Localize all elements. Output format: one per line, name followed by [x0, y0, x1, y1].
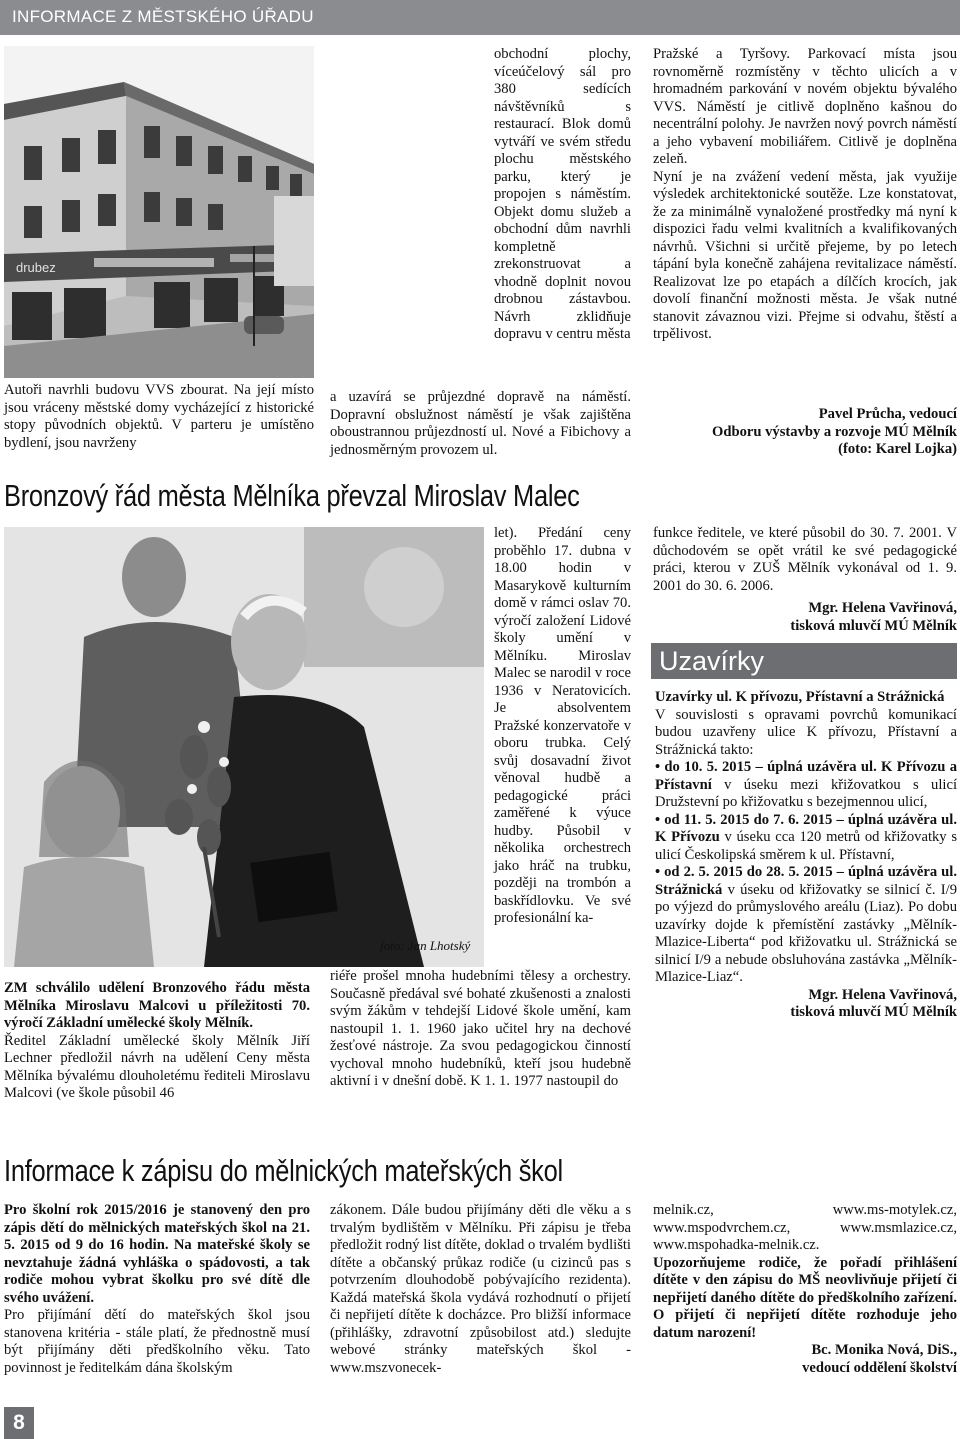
article2-title: Bronzový řád města Mělníka převzal Miroslav Malec [4, 478, 580, 513]
article3-notice: Upozorňujeme rodiče, že pořadí přihlášení dítěte v den zápisu do MŠ neovlivňuje přijetí či nepřijetí daného dítěte do předškolního zařízení. O přijetí či nepřijetí dítěte rozhoduje jeho datum narození! [653, 1254, 957, 1341]
article2-column3: funkce ředitele, ve které působil do 30. 7. 2001. V důchodovém se opět vrátil ke své pedagogické práci, kterou v ZUŠ Mělník vykonával od 1. 9. 2001 do 30. 6. 2006. [653, 525, 957, 594]
article3-column1 [4, 1202, 310, 1377]
closure-item-period: • do 10. 5. 2015 – úplná uzávěra ul. K Přívozu a Přístavní [655, 759, 957, 793]
article3-column2: zákonem. Dále budou přijímány děti dle věku a s trvalým bydlištěm v Mělníku. Při zápisu je třeba předložit rodný list dítěte, doklad o trvalém bydlišti dítěte a občanský průkaz rodiče (u cizinců pas s potvrzením dlouhodobě pobývajícího rezidenta). Každá mateřská škola vydává rozhodnutí o přijetí či nepřijetí dítěte k docházce. Pro bližší informace (přihlášky, zdravotní způsobilost atd.) sledujte webové stránky mateřských škol - www.mszvonecek- [330, 1202, 631, 1376]
closures-intro: V souvislosti s opravami povrchů komunikací budou uzavřeny ulice K přívozu, Přístavní a Strážnická takto: [655, 706, 957, 758]
shop-sign-text: drubez [16, 260, 56, 275]
award-caption-text: Ředitel Základní umělecké školy Mělník Jiří Lechner předložil návrh na udělení Ceny města Mělníka bývalému dlouholetému řediteli Miroslavu Malcovi (ve škole působil 46 [4, 1032, 310, 1101]
closure-item-period: • od 11. 5. 2015 do 7. 6. 2015 – úplná uzávěra ul. K Přívozu [655, 811, 957, 845]
section-title: INFORMACE Z MĚSTSKÉHO ÚŘADU [12, 7, 314, 26]
article1-paragraph: Nyní je na zvážení vedení města, jak využije výsledek architektonické soutěže. Lze konstatovat, že za minimálně vynaložené prostředky má nyní k dispozici řadu velmi kvalitních a kvalifikovaných návrhů. Všichni si určitě přejeme, by po letech tápání byla konečně zahájena revitalizace náměstí. Realizovat lze po etapách a dílčích krocích, jak dovolí finanční možnosti města. Je však nutné stanovit závaznou vizi. Přejme si odvahu, štěstí a trpělivost. [653, 168, 957, 342]
closure-item-text: v úseku od křižovatky se silnicí č. I/9 po výjezd do průmyslového areálu (Liaz). Po dobu uzavírky dojde k přemístění zastávky „Mělník-Mlazice-Liberta“ pod křižovatku ul. Strážnická se silnicí I/9 a nebude obsluhována zastávka „Mělník-Mlazice-Liaz“. [655, 881, 957, 985]
author-name: Pavel Průcha, vedoucí [818, 406, 957, 422]
article1-column2-top: obchodní plochy, víceúčelový sál pro 380 sedících návštěvníků s restaurací. Blok domů vytváří ve svém středu plochu městského parku, který je propojen s náměstím. Objekt domu služeb a obchodní dům navrhli kompletně zrekonstruovat a vhodně doplnit novou drobnou zástavbou. Návrh zklidňuje dopravu v centru města [494, 46, 631, 342]
article3-lead: Pro školní rok 2015/2016 je stanovený den pro zápis dětí do mělnických mateřských škol na 21. 5. 2015 od 9 do 16 hodin. Na mateřské školy se nevztahuje žádná vyhláška o spádovosti, a tak rodiče mohou vybrat školku pro své dítě dle svého uvážení. [4, 1202, 310, 1306]
page-number: 8 [4, 1407, 34, 1439]
article2-signature [653, 600, 957, 635]
author-role: vedoucí oddělení školství [802, 1359, 957, 1376]
author-role: Odboru výstavby a rozvoje MÚ Mělník [712, 423, 957, 440]
award-caption [4, 980, 310, 1103]
article2-column2-top: let). Předání ceny proběhlo 17. dubna v 18.00 hodin v Masarykově kulturním domě v rámci oslav 70. výročí založení Lidové školy umění v Mělníku. Miroslav Malec se narodil v roce 1936 v Neratovicích. Je absolventem Pražské konzervatoře v oboru trubka. Celý svůj dosavadní život věnoval hudbě a pedagogické práci zaměřené k výuce hudby. Působil v několika orchestrech jako hráč na trubku, později na trombón a baskřídlovku. Ve své profesionální ka- [494, 525, 631, 926]
article1-paragraph: Pražské a Tyršovy. Parkovací místa jsou rovnoměrně rozmístěny v těchto ulicích a v hromadném parkování v novém objektu bývalého VVS. Náměstí je citlivě doplněno kašnou do necentrální polohy. Je navržen nový povrch náměstí a jeho vybavení mobiliářem. Citlivě je doplněna zeleň. [653, 46, 957, 167]
article3-websites: melnik.cz, www.ms-motylek.cz, www.mspodvrchem.cz, www.msmlazice.cz, www.mspohadka-melnik.cz. [653, 1202, 957, 1253]
award-photo [4, 527, 484, 967]
closure-item [655, 759, 957, 812]
author-name: Bc. Monika Nová, DiS., [811, 1342, 957, 1358]
section-header [0, 0, 960, 35]
building-photo-caption: Autoři navrhli budovu VVS zbourat. Na její místo jsou vráceny městské domy vycházející z historické stopy původních objektů. V parteru je umístěno bydlení, jsou navrženy [4, 382, 314, 451]
closure-item-text: v úseku cca 120 metrů od křižovatky s ulicí Českolipská směrem k ul. Přístavní, [655, 829, 958, 863]
article3-paragraph: Pro přijímání dětí do mateřských škol jsou stanovena kritéria - stále platí, že přednostně musí být přijímány děti předškolního věku. Tato povinnost je ředitelkám dána školským [4, 1307, 310, 1376]
closure-item [655, 864, 957, 987]
photo-credit: (foto: Karel Lojka) [838, 441, 957, 457]
closures-heading: Uzavírky [659, 646, 765, 676]
article1-signature [653, 406, 957, 459]
article3-column3 [653, 1202, 957, 1377]
award-caption-lead: ZM schválilo udělení Bronzového řádu města Mělníka Miroslavu Malcovi u příležitosti 70. výročí Základní umělecké školy Mělník. [4, 980, 310, 1031]
closures-body [655, 689, 957, 1022]
closures-heading-bar [651, 643, 957, 679]
author-role: tisková mluvčí MÚ Mělník [790, 1004, 957, 1020]
article1-column3 [653, 46, 957, 344]
closure-item [655, 812, 957, 865]
article1-column2-bottom: a uzavírá se průjezdné dopravě na náměstí. Dopravní obslužnost náměstí je však zajištěna oboustrannou průjezdností ul. Nové a Fibichovy a jednosměrným provozem ul. [330, 389, 631, 458]
building-photo [4, 46, 314, 378]
author-role: tisková mluvčí MÚ Mělník [790, 617, 957, 634]
author-name: Mgr. Helena Vavřinová, [808, 986, 957, 1003]
closure-item-period: • od 2. 5. 2015 do 28. 5. 2015 – úplná uzávěra ul. Strážnická [655, 864, 957, 898]
award-photo-credit: foto: Jan Lhotský [380, 938, 471, 953]
article3-title: Informace k zápisu do mělnických mateřských škol [4, 1153, 563, 1188]
author-name: Mgr. Helena Vavřinová, [808, 600, 957, 616]
article2-column2-bottom: riéře prošel mnoha hudebními tělesy a orchestry. Současně předával své bohaté zkušenosti a znalosti svým žákům v tehdejší Lidové škole umění, kam nastoupil 1. 1. 1960 jako učitel hry na dechové žesťové nástroje. Za svou pedagogickou činností vychoval mnoho hudebníků, kteří jsou hudebně aktivní i v dnešní době. K 1. 1. 1977 nastoupil do [330, 968, 631, 1089]
closure-item-text: v úseku mezi křižovatkou s ulicí Družstevní po křižovatku s bezejmennou ulicí, [655, 776, 957, 810]
closures-subheading: Uzavírky ul. K přívozu, Přístavní a Strážnická [655, 689, 945, 705]
